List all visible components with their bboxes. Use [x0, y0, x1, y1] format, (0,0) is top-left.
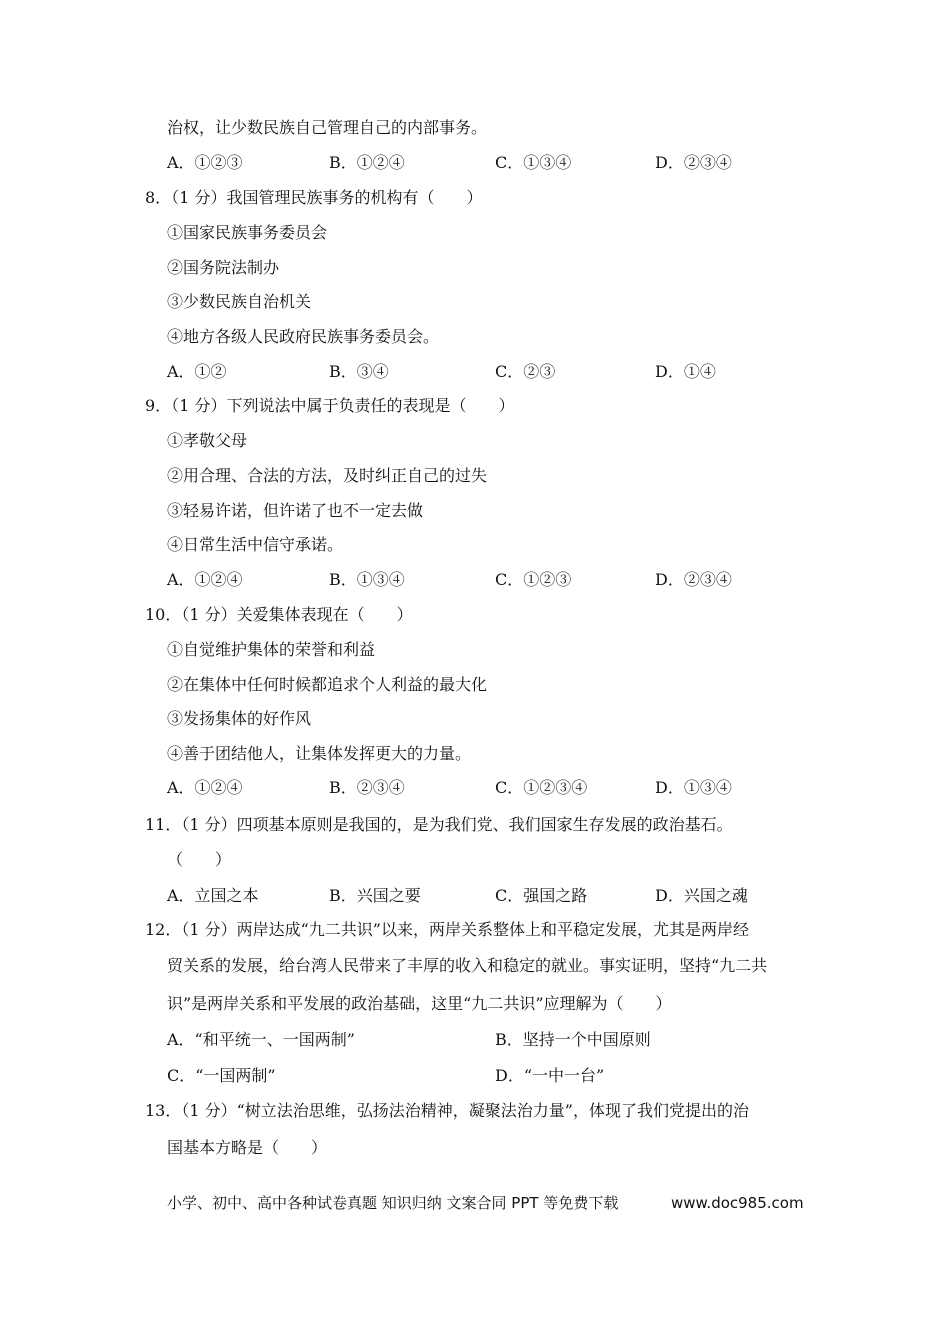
- q10-item-1: ①自觉维护集体的荣誉和利益: [167, 640, 376, 659]
- q10-option-d[interactable]: D．①③④: [655, 778, 732, 797]
- q8-option-d[interactable]: D．①④: [655, 362, 716, 381]
- q12-option-b[interactable]: B．坚持一个中国原则: [495, 1030, 651, 1049]
- q8-item-3: ③少数民族自治机关: [167, 292, 312, 311]
- q11-stem-bracket: （ ）: [167, 850, 232, 869]
- q8-item-1: ①国家民族事务委员会: [167, 223, 328, 242]
- q12-option-c[interactable]: C．“一国两制”: [167, 1066, 276, 1085]
- q9-option-c[interactable]: C．①②③: [495, 570, 572, 589]
- q9-option-d[interactable]: D．②③④: [655, 570, 732, 589]
- q7-option-b[interactable]: B．①②④: [329, 153, 405, 172]
- footer-url-link[interactable]: www.doc985.com: [671, 1194, 804, 1212]
- q12-stem-line2: 贸关系的发展，给台湾人民带来了丰厚的收入和稳定的就业。事实证明，坚持“九二共: [167, 956, 768, 975]
- q8-option-b[interactable]: B．③④: [329, 362, 389, 381]
- q11-option-c[interactable]: C．强国之路: [495, 886, 588, 905]
- q8-option-a[interactable]: A．①②: [167, 362, 227, 381]
- q9-option-a[interactable]: A．①②④: [167, 570, 243, 589]
- footer-text: 小学、初中、高中各种试卷真题 知识归纳 文案合同 PPT 等免费下载: [167, 1194, 619, 1212]
- q10-stem: 10．（1 分）关爱集体表现在（ ）: [145, 605, 413, 624]
- q7-stem-tail: 治权，让少数民族自己管理自己的内部事务。: [167, 118, 488, 137]
- q8-stem: 8．（1 分）我国管理民族事务的机构有（ ）: [145, 188, 483, 207]
- q13-stem: 13．（1 分）“树立法治思维，弘扬法治精神，凝聚法治力量”，体现了我们党提出的治: [145, 1101, 749, 1120]
- q9-stem: 9．（1 分）下列说法中属于负责任的表现是（ ）: [145, 396, 515, 415]
- q12-option-a[interactable]: A．“和平统一、一国两制”: [167, 1030, 355, 1049]
- q8-option-c[interactable]: C．②③: [495, 362, 556, 381]
- q9-item-1: ①孝敬父母: [167, 431, 248, 450]
- q10-item-4: ④善于团结他人，让集体发挥更大的力量。: [167, 744, 472, 763]
- q7-option-d[interactable]: D．②③④: [655, 153, 732, 172]
- q9-item-2: ②用合理、合法的方法，及时纠正自己的过失: [167, 466, 488, 485]
- q8-item-4: ④地方各级人民政府民族事务委员会。: [167, 327, 440, 346]
- q7-option-a[interactable]: A．①②③: [167, 153, 243, 172]
- q12-option-d[interactable]: D．“一中一台”: [495, 1066, 605, 1085]
- q11-option-d[interactable]: D．兴国之魂: [655, 886, 748, 905]
- q10-item-3: ③发扬集体的好作风: [167, 709, 312, 728]
- q10-item-2: ②在集体中任何时候都追求个人利益的最大化: [167, 675, 488, 694]
- q11-stem: 11．（1 分）四项基本原则是我国的，是为我们党、我们国家生存发展的政治基石。: [145, 815, 733, 834]
- q11-option-a[interactable]: A．立国之本: [167, 886, 259, 905]
- q12-stem-line3: 识”是两岸关系和平发展的政治基础，这里“九二共识”应理解为（ ）: [167, 994, 672, 1013]
- q10-option-c[interactable]: C．①②③④: [495, 778, 588, 797]
- q9-option-b[interactable]: B．①③④: [329, 570, 405, 589]
- q9-item-3: ③轻易许诺，但许诺了也不一定去做: [167, 501, 424, 520]
- q8-item-2: ②国务院法制办: [167, 258, 280, 277]
- q11-option-b[interactable]: B．兴国之要: [329, 886, 421, 905]
- q7-option-c[interactable]: C．①③④: [495, 153, 572, 172]
- q10-option-b[interactable]: B．②③④: [329, 778, 405, 797]
- q10-option-a[interactable]: A．①②④: [167, 778, 243, 797]
- q9-item-4: ④日常生活中信守承诺。: [167, 535, 344, 554]
- q12-stem: 12．（1 分）两岸达成“九二共识”以来，两岸关系整体上和平稳定发展，尤其是两岸经: [145, 920, 749, 939]
- q13-stem-line2: 国基本方略是（ ）: [167, 1138, 328, 1157]
